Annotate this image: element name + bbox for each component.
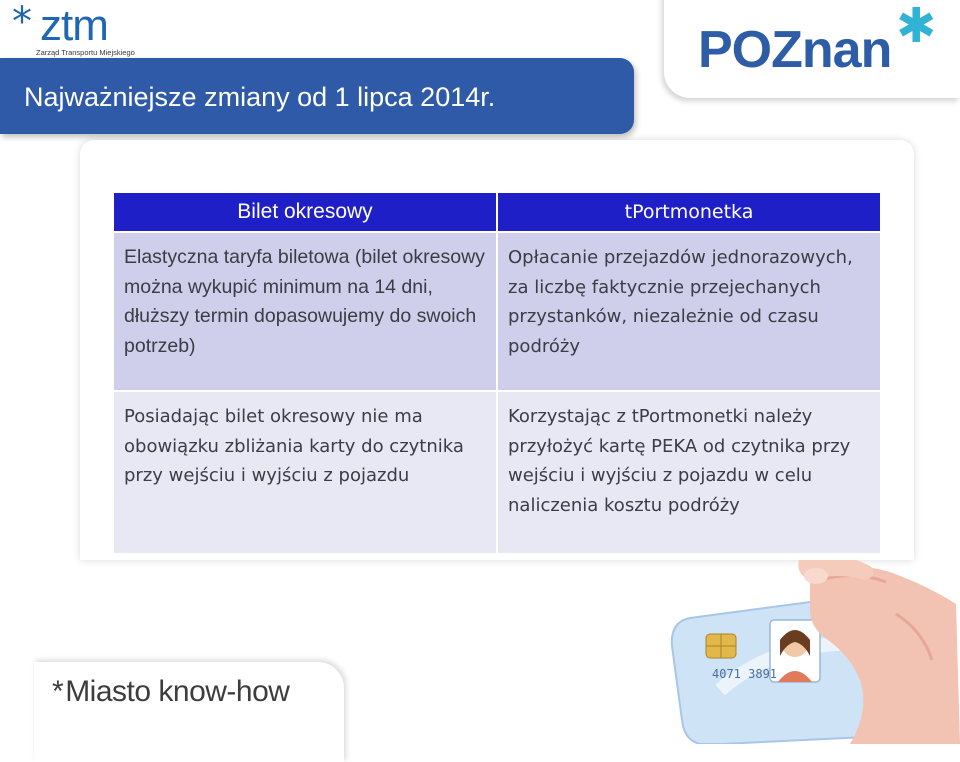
- photo-portrait: [770, 620, 820, 682]
- ztm-logo: [8, 2, 158, 64]
- cell-text: Opłacanie przejazdów jednorazowych, za liczbę faktycznie przejechanych przystanków, niezależnie od czasu podróży: [508, 247, 853, 357]
- ztm-subtitle: Zarząd Transportu Miejskiego: [36, 48, 135, 57]
- tagline-text: Miasto know-how: [65, 675, 290, 708]
- comparison-table: [114, 193, 878, 549]
- cell-text: Posiadając bilet okresowy nie ma obowiązku zbliżania karty do czytnika przy wejściu i wyjściu z pojazdu: [124, 406, 464, 486]
- ztm-logo-text: ztm: [40, 1, 108, 50]
- tagline: [52, 675, 289, 709]
- svg-text:4071 3891: 4071 3891: [712, 667, 778, 681]
- asterisk-icon: *: [52, 675, 64, 708]
- cell-text: Elastyczna taryfa biletowa (bilet okresowy można wykupić minimum na 14 dni, dłuższy termin dopasowujemy do swoich potrzeb): [124, 246, 485, 357]
- poznan-logo-text: POZnan: [698, 21, 892, 79]
- title-bar: [0, 58, 634, 134]
- cell-text: Korzystając z tPortmonetki należy przyłożyć kartę PEKA od czytnika przy wejściu i wyjściu z pojazdu w celu naliczenia kosztu podróży: [508, 406, 851, 516]
- asterisk-icon: *: [12, 0, 32, 45]
- hand-holding-card-illustration: [660, 560, 960, 744]
- table-header-tportmonetka: tPortmonetka: [498, 193, 880, 231]
- page-title: Najważniejsze zmiany od 1 lipca 2014r.: [24, 82, 496, 112]
- table-cell: [498, 392, 880, 553]
- table-cell: [114, 392, 496, 553]
- table-cell: [114, 233, 496, 390]
- poznan-star-icon: ✱: [896, 0, 937, 54]
- table-cell: [498, 233, 880, 390]
- table-header-bilet-okresowy: Bilet okresowy: [114, 193, 496, 231]
